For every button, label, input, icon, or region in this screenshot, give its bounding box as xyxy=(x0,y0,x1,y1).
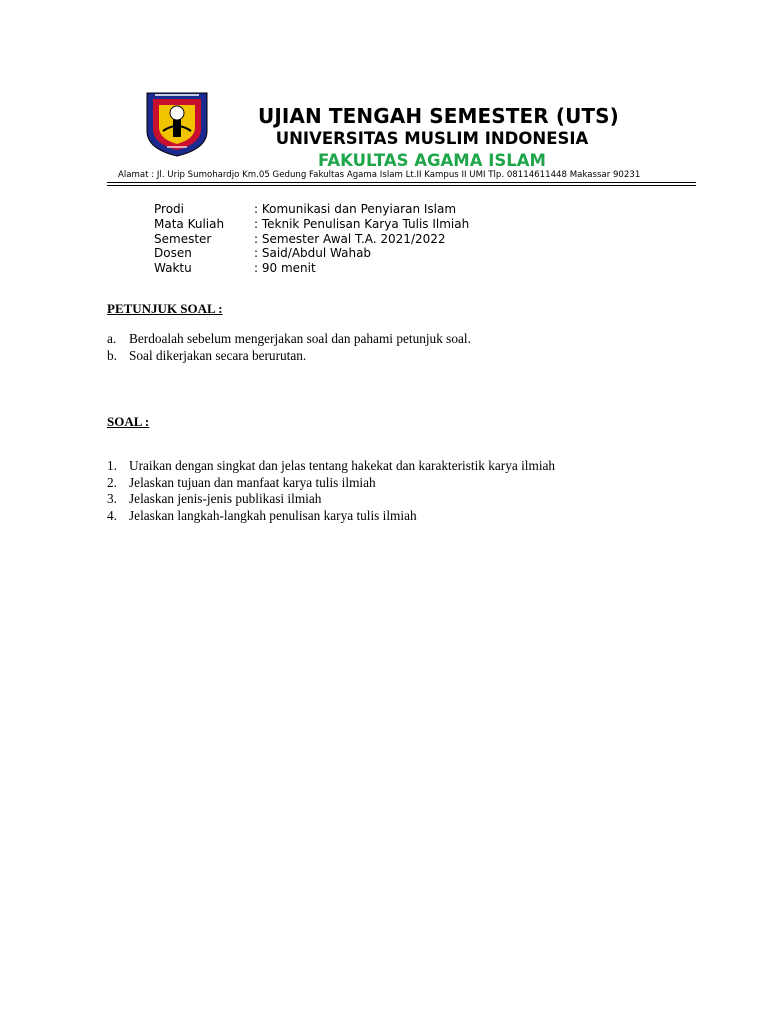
questions-heading: SOAL : xyxy=(107,414,150,429)
list-text: Uraikan dengan singkat dan jelas tentang hakekat dan karakteristik karya ilmiah xyxy=(129,458,556,473)
info-value: : Komunikasi dan Penyiaran Islam xyxy=(254,202,457,216)
info-value: : Said/Abdul Wahab xyxy=(254,246,372,261)
info-row-mata-kuliah xyxy=(154,217,469,232)
list-marker: b. xyxy=(107,347,117,363)
list-item xyxy=(107,348,471,365)
list-text: Soal dikerjakan secara berurutan. xyxy=(129,347,307,363)
info-value: : Semester Awal T.A. 2021/2022 xyxy=(254,231,446,246)
list-marker: 4. xyxy=(107,507,117,523)
exam-info-table xyxy=(154,202,469,276)
header-divider-2 xyxy=(107,185,696,186)
info-label: Waktu xyxy=(154,261,192,276)
list-item xyxy=(107,491,555,508)
list-text: Berdoalah sebelum mengerjakan soal dan pahami petunjuk soal. xyxy=(129,331,471,346)
info-row-prodi xyxy=(154,202,469,217)
list-marker: 1. xyxy=(107,458,117,473)
info-label: Prodi xyxy=(154,202,184,216)
list-text: Jelaskan jenis-jenis publikasi ilmiah xyxy=(129,491,322,506)
info-value: : 90 menit xyxy=(254,261,316,276)
university-crest-logo xyxy=(145,91,209,157)
exam-title: UJIAN TENGAH SEMESTER (UTS) xyxy=(258,104,619,128)
info-label: Mata Kuliah xyxy=(154,216,225,231)
faculty-name: FAKULTAS AGAMA ISLAM xyxy=(318,151,546,170)
info-value: : Teknik Penulisan Karya Tulis Ilmiah xyxy=(254,216,470,231)
info-row-dosen xyxy=(154,246,469,261)
university-name: UNIVERSITAS MUSLIM INDONESIA xyxy=(275,129,589,148)
list-item xyxy=(107,458,555,475)
list-item xyxy=(107,508,555,525)
info-row-waktu xyxy=(154,261,469,276)
list-text: Jelaskan langkah-langkah penulisan karya tulis ilmiah xyxy=(129,507,417,523)
questions-list xyxy=(107,458,555,524)
info-label: Dosen xyxy=(154,246,192,261)
list-marker: 2. xyxy=(107,474,117,490)
header-divider xyxy=(107,182,696,183)
info-row-semester xyxy=(154,232,469,247)
list-marker: 3. xyxy=(107,491,117,506)
address-line: Alamat : Jl. Urip Sumohardjo Km.05 Gedung Fakultas Agama Islam Lt.II Kampus II UMI Tlp. 08114611448 Makassar 90231 xyxy=(118,170,641,180)
list-item xyxy=(107,475,555,492)
instructions-heading: PETUNJUK SOAL : xyxy=(107,301,223,316)
list-marker: a. xyxy=(107,331,117,346)
instructions-list xyxy=(107,331,471,364)
info-label: Semester xyxy=(154,231,212,246)
list-text: Jelaskan tujuan dan manfaat karya tulis ilmiah xyxy=(129,474,376,490)
list-item xyxy=(107,331,471,348)
